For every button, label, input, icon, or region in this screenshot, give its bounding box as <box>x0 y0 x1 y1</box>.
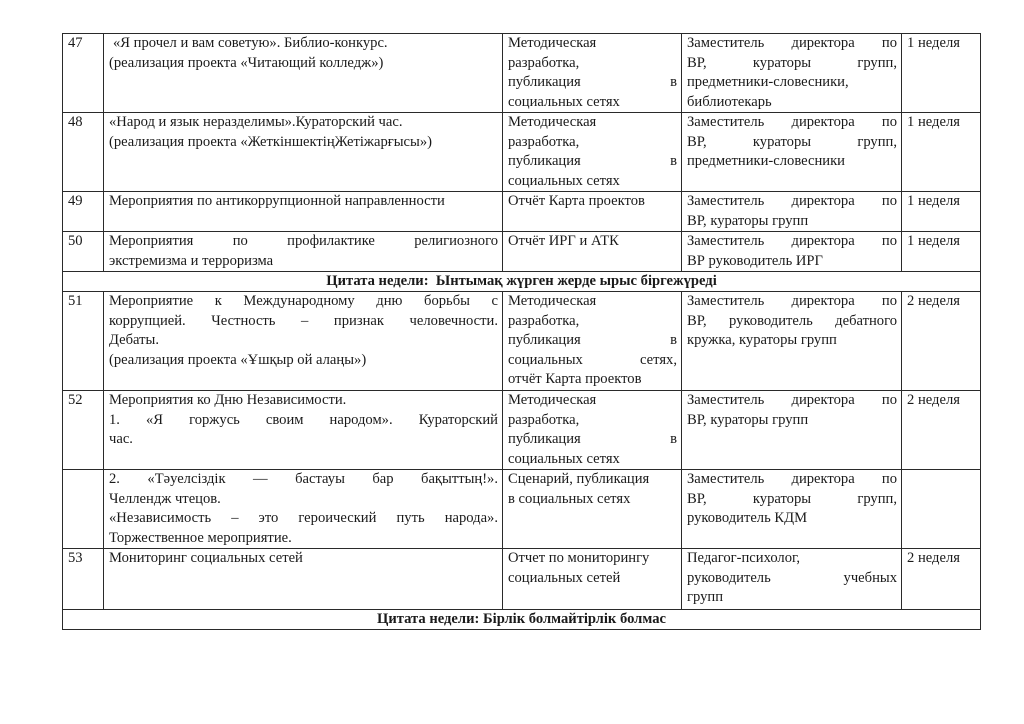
quote-of-week <box>63 272 981 292</box>
table-row <box>63 549 981 610</box>
row-number: 52 <box>63 391 104 470</box>
event-line: час. <box>109 431 133 447</box>
form-line: социальных сетях, <box>508 351 677 368</box>
responsible-line: ВР, руководитель дебатного <box>687 312 897 329</box>
event-cell <box>104 232 503 272</box>
responsible-cell <box>682 470 902 549</box>
term-cell: 1 неделя <box>902 34 981 113</box>
row-number: 49 <box>63 192 104 232</box>
row-number: 50 <box>63 232 104 272</box>
form-line: публикация в <box>508 431 677 447</box>
term-cell <box>902 470 981 549</box>
responsible-line: кружка, кураторы групп <box>687 332 837 348</box>
event-cell <box>104 549 503 610</box>
form-line: Отчет по мониторингу <box>508 550 650 566</box>
table-row <box>63 34 981 113</box>
form-line: Отчёт Карта проектов <box>508 193 645 209</box>
responsible-cell <box>682 292 902 391</box>
event-line: Мероприятия по антикоррупционной направленности <box>109 193 445 209</box>
form-line: Сценарий, публикация <box>508 471 650 487</box>
term-cell: 2 неделя <box>902 391 981 470</box>
form-line: разработка, <box>508 411 580 428</box>
event-line: Торжественное мероприятие. <box>109 529 292 546</box>
form-line: Отчёт ИРГ и АТК <box>508 233 619 249</box>
row-number: 51 <box>63 292 104 391</box>
table-row <box>63 470 981 549</box>
responsible-cell <box>682 192 902 232</box>
form-line: социальных сетях <box>508 450 620 467</box>
form-line: социальных сетей <box>508 569 621 586</box>
row-number <box>63 470 104 549</box>
quote-of-week-row <box>63 272 981 292</box>
form-line: Методическая <box>508 392 597 408</box>
form-line: социальных сетях <box>508 93 620 110</box>
event-line: «Народ и язык неразделимы».Кураторский час. <box>109 114 403 130</box>
responsible-line: руководитель учебных <box>687 569 897 586</box>
responsible-line: предметники-словесники, <box>687 74 849 90</box>
event-line: Дебаты. <box>109 332 159 348</box>
event-line: экстремизма и терроризма <box>109 252 274 269</box>
table-row <box>63 292 981 391</box>
form-cell <box>503 391 682 470</box>
responsible-cell <box>682 34 902 113</box>
responsible-cell <box>682 549 902 610</box>
form-line: Методическая <box>508 114 597 130</box>
responsible-cell <box>682 113 902 192</box>
form-cell <box>503 549 682 610</box>
responsible-line: руководитель КДМ <box>687 510 808 526</box>
responsible-line: предметники-словесники <box>687 153 845 169</box>
row-number: 47 <box>63 34 104 113</box>
responsible-line: Заместитель директора по <box>687 114 897 130</box>
quote-text: Ынтымақ жүрген жерде ырыс біргежүреді <box>435 273 717 289</box>
form-line: Методическая <box>508 293 597 309</box>
event-line: (реализация проекта «ЖеткіншектіңЖетіжарғысы») <box>109 133 433 150</box>
responsible-line: ВР, кураторы групп, <box>687 133 897 150</box>
row-number: 53 <box>63 549 104 610</box>
event-line: «Независимость – это героический путь народа». <box>109 510 498 526</box>
responsible-line: Заместитель директора по <box>687 471 897 487</box>
form-cell <box>503 470 682 549</box>
event-line: 2. «Тәуелсіздік — бастауы бар бақыттың!». <box>109 471 498 487</box>
form-line: публикация в <box>508 153 677 169</box>
event-cell <box>104 470 503 549</box>
form-cell <box>503 232 682 272</box>
event-line: (реализация проекта «Ұшқыр ой алаңы») <box>109 351 367 368</box>
form-line: разработка, <box>508 312 580 329</box>
quote-of-week <box>63 610 981 630</box>
responsible-line: Педагог-психолог, <box>687 550 801 566</box>
term-cell: 2 неделя <box>902 549 981 610</box>
quote-label: Цитата недели: <box>326 273 429 289</box>
form-line: отчёт Карта проектов <box>508 371 642 387</box>
responsible-cell <box>682 391 902 470</box>
responsible-line: ВР руководитель ИРГ <box>687 252 823 269</box>
term-cell: 1 неделя <box>902 113 981 192</box>
responsible-line: ВР, кураторы групп <box>687 411 809 428</box>
form-line: публикация в <box>508 74 677 90</box>
quote-text: Бірлік болмайтірлік болмас <box>483 611 666 627</box>
term-cell: 1 неделя <box>902 192 981 232</box>
event-line: Мероприятия ко Дню Независимости. <box>109 392 347 408</box>
form-cell <box>503 34 682 113</box>
responsible-line: библиотекарь <box>687 93 772 110</box>
form-line: социальных сетях <box>508 172 620 189</box>
form-cell <box>503 192 682 232</box>
event-line: (реализация проекта «Читающий колледж») <box>109 54 384 71</box>
event-cell <box>104 192 503 232</box>
responsible-line: групп <box>687 589 724 605</box>
form-line: разработка, <box>508 54 580 71</box>
event-line: Мероприятия по профилактике религиозного <box>109 233 498 249</box>
responsible-line: Заместитель директора по <box>687 392 897 408</box>
form-line: Методическая <box>508 35 597 51</box>
responsible-line: Заместитель директора по <box>687 35 897 51</box>
term-cell: 1 неделя <box>902 232 981 272</box>
responsible-cell <box>682 232 902 272</box>
form-cell <box>503 292 682 391</box>
form-line: разработка, <box>508 133 580 150</box>
responsible-line: ВР, кураторы групп, <box>687 54 897 71</box>
table-row <box>63 192 981 232</box>
form-cell <box>503 113 682 192</box>
event-cell <box>104 391 503 470</box>
quote-of-week-row <box>63 610 981 630</box>
quote-label: Цитата недели: <box>377 611 480 627</box>
form-line: в социальных сетях <box>508 490 631 507</box>
event-line: 1. «Я горжусь своим народом». Кураторский <box>109 411 498 428</box>
event-line: Мониторинг социальных сетей <box>109 550 303 566</box>
form-line: публикация в <box>508 332 677 348</box>
event-cell <box>104 292 503 391</box>
table-row <box>63 391 981 470</box>
event-line: Челлендж чтецов. <box>109 490 221 507</box>
event-line: коррупцией. Честность – признак человечности. <box>109 312 498 329</box>
table-row <box>63 232 981 272</box>
responsible-line: ВР, кураторы групп <box>687 212 809 229</box>
responsible-line: Заместитель директора по <box>687 233 897 249</box>
event-cell <box>104 113 503 192</box>
event-line: Мероприятие к Международному дню борьбы с <box>109 293 498 309</box>
responsible-line: Заместитель директора по <box>687 193 897 209</box>
events-plan-table <box>62 33 981 630</box>
row-number: 48 <box>63 113 104 192</box>
term-cell: 2 неделя <box>902 292 981 391</box>
event-line: «Я прочел и вам советую». Библио-конкурс. <box>113 35 388 51</box>
responsible-line: ВР, кураторы групп, <box>687 490 897 507</box>
table-row <box>63 113 981 192</box>
responsible-line: Заместитель директора по <box>687 293 897 309</box>
event-cell <box>104 34 503 113</box>
